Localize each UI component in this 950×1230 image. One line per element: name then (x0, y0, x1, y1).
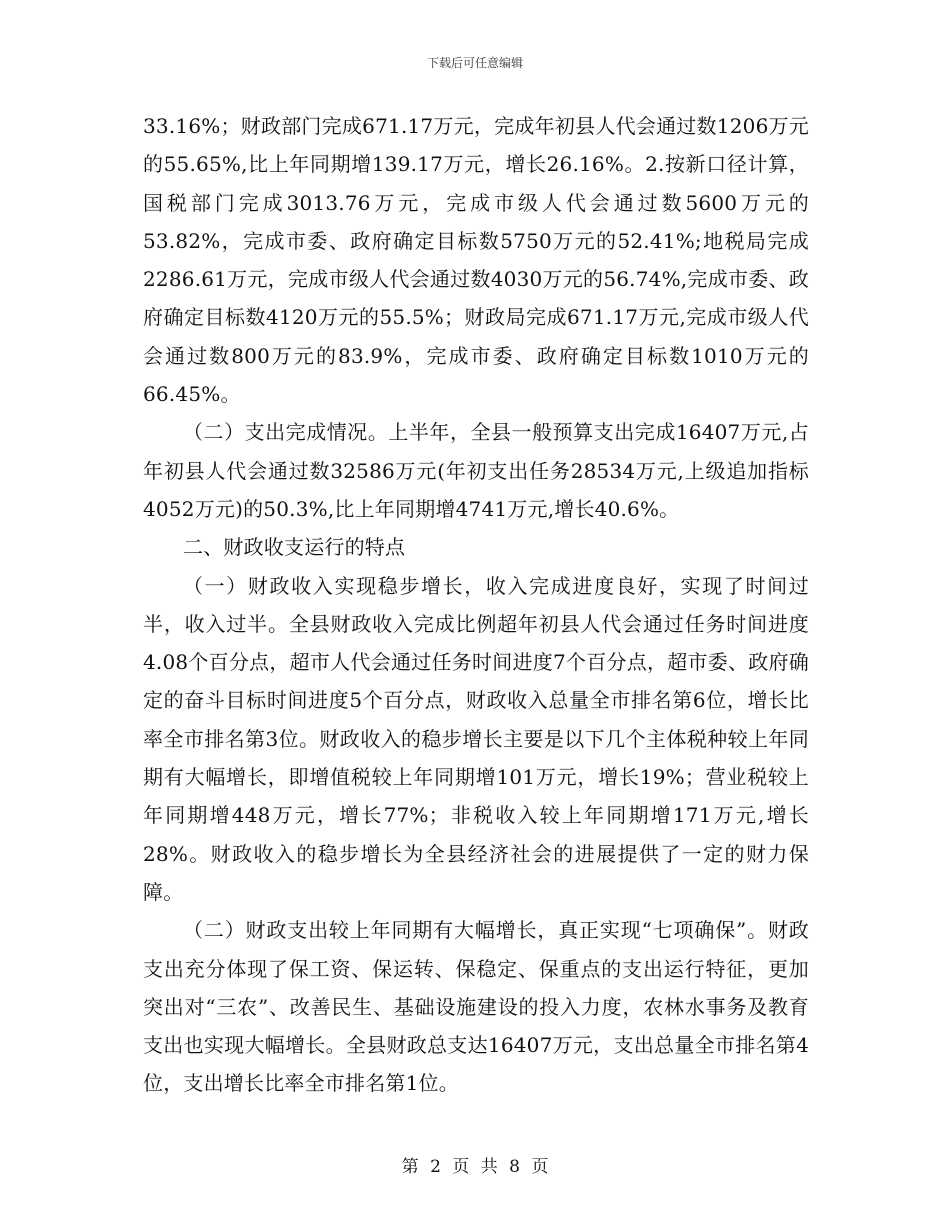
paragraph-expenditure: （二）支出完成情况。上半年，全县一般预算支出完成16407万元,占年初县人代会通过数32586万元(年初支出任务28534万元,上级追加指标4052万元)的50.3%,比上年同期增4741万元,增长40.6%。 (143, 420, 809, 521)
section-heading-features: 二、财政收支运行的特点 (183, 535, 406, 560)
paragraph-revenue-growth: （一）财政收入实现稳步增长，收入完成进度良好，实现了时间过半，收入过半。全县财政收入完成比例超年初县人代会通过任务时间进度4.08个百分点，超市人代会通过任务时间进度7个百分点，超市委、政府确定的奋斗目标时间进度5个百分点，财政收入总量全市排名第6位，增长比率全市排名第3位。财政收入的稳步增长主要是以下几个主体税种较上年同期有大幅增长，即增值税较上年同期增101万元，增长19%；营业税较上年同期增448万元，增长77%；非税收入较上年同期增171万元,增长28%。财政收入的稳步增长为全县经济社会的进展提供了一定的财力保障。 (143, 573, 809, 904)
document-body (143, 107, 809, 1103)
paragraph-expenditure-growth: （二）财政支出较上年同期有大幅增长，真正实现“七项确保”。财政支出充分体现了保工资、保运转、保稳定、保重点的支出运行特征，更加突出对“三农”、改善民生、基础设施建设的投入力度，农林水事务及教育支出也实现大幅增长。全县财政总支达16407万元，支出总量全市排名第4位，支出增长比率全市排名第1位。 (143, 918, 809, 1096)
page-number: 第 2 页 共 8 页 (401, 1157, 549, 1177)
paragraph-revenue-continued: 33.16%；财政部门完成671.17万元，完成年初县人代会通过数1206万元的55.65%,比上年同期增139.17万元，增长26.16%。2.按新口径计算，国税部门完成3013.76万元，完成市级人代会通过数5600万元的53.82%，完成市委、政府确定目标数5750万元的52.41%;地税局完成2286.61万元，完成市级人代会通过数4030万元的56.74%,完成市委、政府确定目标数4120万元的55.5%；财政局完成671.17万元,完成市级人代会通过数800万元的83.9%，完成市委、政府确定目标数1010万元的66.45%。 (143, 114, 809, 407)
page-header: 下载后可任意编辑 (426, 56, 523, 70)
